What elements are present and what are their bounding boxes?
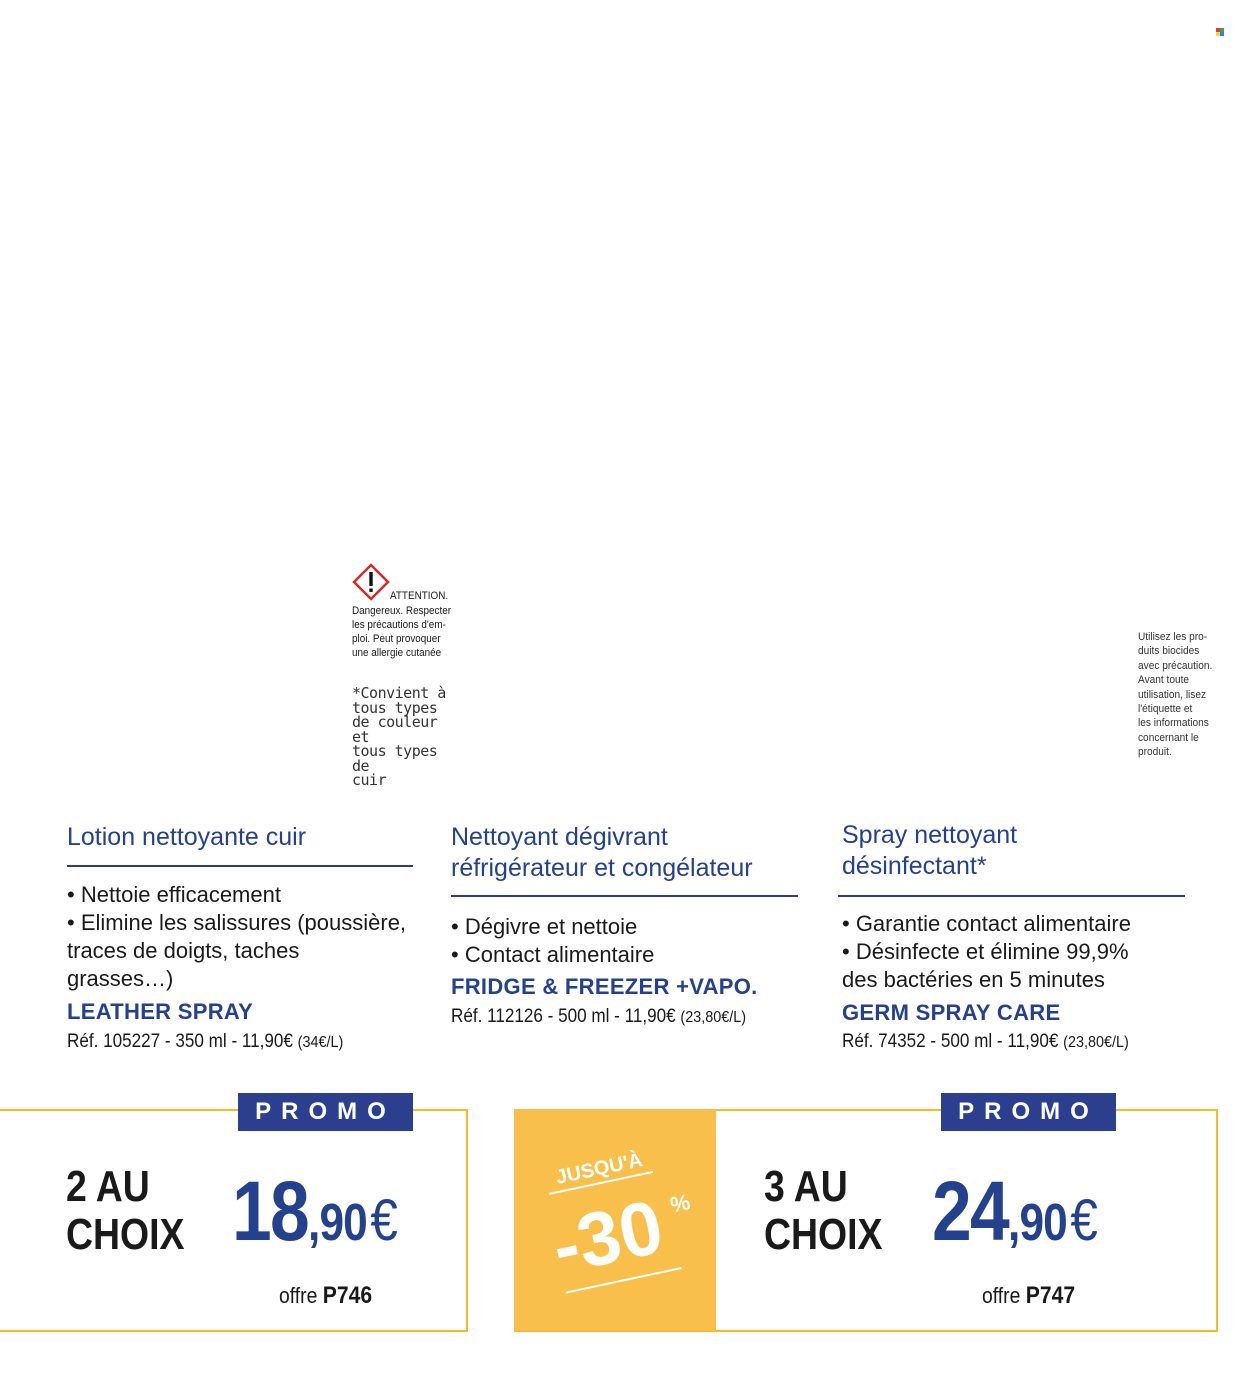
product-leather — [67, 822, 417, 1052]
product-name: FRIDGE & FREEZER +VAPO. — [451, 974, 758, 999]
feature-item: • Dégivre et nettoie — [451, 914, 638, 939]
discount-upto: JUSQU'À — [553, 1149, 645, 1189]
offer-price: 18,90€ — [232, 1164, 398, 1258]
feature-item: • Garantie contact alimentaire — [842, 911, 1131, 936]
offer-quantity: 2 AU CHOIX — [66, 1162, 185, 1259]
product-features — [67, 881, 427, 993]
title-divider — [838, 895, 1185, 897]
warning-text: Dangereux. Respecter les précautions d'em- ploi. Peut provoquer une allergie cutanée — [352, 605, 452, 659]
biocide-notice: Utilisez les pro- duits biocides avec précaution. Avant toute utilisation, lisez l'étiquette et les informations concernant le produit. — [1138, 631, 1213, 759]
leather-footnote: *Convient à tous types de couleur et tous types de cuir — [352, 684, 446, 789]
hazard-diamond-icon — [352, 563, 390, 601]
discount-badge — [514, 1109, 716, 1331]
unit-price: (34€/L) — [297, 1034, 344, 1051]
product-name: LEATHER SPRAY — [67, 999, 254, 1024]
product-features — [451, 913, 811, 969]
unit-price: (23,80€/L) — [680, 1009, 747, 1026]
offer-price: 24,90€ — [932, 1164, 1098, 1258]
product-title: Spray nettoyant désinfectant* — [842, 821, 1018, 880]
unit-price: (23,80€/L) — [1063, 1034, 1129, 1051]
offer-quantity: 3 AU CHOIX — [764, 1162, 883, 1259]
discount-value: -30 — [544, 1184, 671, 1291]
discount-percent: % — [667, 1189, 693, 1218]
product-name: GERM SPRAY CARE — [842, 1000, 1061, 1025]
product-reference: Réf. 112126 - 500 ml - 11,90€ (23,80€/L) — [451, 1006, 747, 1027]
title-divider — [67, 865, 413, 867]
feature-item: • Contact alimentaire — [451, 942, 655, 967]
product-title: Nettoyant dégivrant réfrigérateur et congélateur — [451, 823, 753, 882]
feature-item: • Elimine les salissures (poussière, traces de doigts, taches grasses…) — [67, 910, 407, 991]
discount-graphic — [514, 1109, 716, 1331]
feature-item: • Désinfecte et élimine 99,9% des bactéries en 5 minutes — [842, 939, 1129, 992]
product-features — [842, 910, 1202, 994]
warning-heading: ATTENTION. — [390, 590, 449, 602]
title-divider — [451, 895, 798, 897]
offer-code: offre P746 — [279, 1282, 373, 1309]
promo-tag: PROMO — [238, 1093, 413, 1131]
product-reference: Réf. 74352 - 500 ml - 11,90€ (23,80€/L) — [842, 1031, 1129, 1052]
product-reference: Réf. 105227 - 350 ml - 11,90€ (34€/L) — [67, 1031, 344, 1052]
print-color-mark — [1216, 28, 1226, 36]
offer-code: offre P747 — [982, 1282, 1076, 1309]
feature-item: • Nettoie efficacement — [67, 882, 281, 907]
product-fridge — [451, 822, 801, 1027]
product-germ — [842, 820, 1202, 1052]
promo-tag: PROMO — [941, 1093, 1116, 1131]
product-title: Lotion nettoyante cuir — [67, 823, 307, 851]
